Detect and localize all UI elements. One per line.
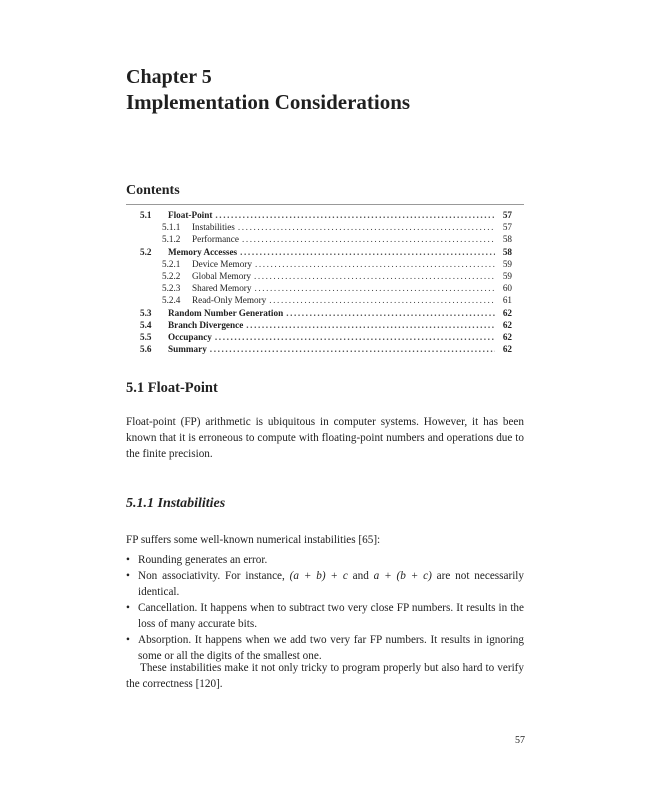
toc-entry-page: 62 <box>502 331 512 342</box>
toc-entry[interactable] <box>126 343 512 355</box>
toc-entry[interactable] <box>126 319 512 331</box>
toc-leader-dots <box>269 294 495 306</box>
toc-leader-dots <box>215 331 495 343</box>
toc-entry-page: 59 <box>502 258 512 269</box>
book-page <box>126 0 526 800</box>
subsection-heading: 5.1.1 Instabilities <box>126 496 226 511</box>
toc-entry-number: 5.1.2 <box>162 234 181 245</box>
toc-entry[interactable] <box>126 258 512 270</box>
toc-entry-number: 5.1 <box>140 210 152 220</box>
toc-entry-number: 5.1.1 <box>162 222 181 233</box>
math-expression: a + (b + c) <box>373 570 432 582</box>
toc-entry-label: Instabilities <box>192 222 235 233</box>
toc-entry-label: Memory Accesses <box>168 246 238 257</box>
toc-entry[interactable] <box>126 233 512 245</box>
toc-entry-number: 5.3 <box>140 307 152 318</box>
toc-leader-dots <box>215 209 495 221</box>
toc-entry-page: 57 <box>502 210 512 220</box>
toc-entry[interactable] <box>126 270 512 282</box>
toc-entry[interactable] <box>126 331 512 343</box>
table-of-contents <box>126 209 512 355</box>
toc-entry-number: 5.2.3 <box>162 283 181 294</box>
toc-entry-label: Float-Point <box>168 210 213 220</box>
toc-entry[interactable] <box>126 294 512 306</box>
instabilities-list <box>126 552 524 664</box>
toc-leader-dots <box>254 270 495 282</box>
toc-entry-page: 62 <box>502 344 512 355</box>
bullet-icon: • <box>126 570 130 582</box>
toc-leader-dots <box>254 282 495 294</box>
section-paragraph: Float-point (FP) arithmetic is ubiquitous in computer systems. However, it has been known that it is erroneous to compute with floating-point numbers and operations due to the finite precision. <box>126 416 524 460</box>
toc-entry-number: 5.2.4 <box>162 295 181 306</box>
toc-entry-page: 62 <box>502 319 512 330</box>
contents-heading: Contents <box>126 183 180 198</box>
bullet-icon: • <box>126 602 130 614</box>
toc-entry-label: Read-Only Memory <box>192 295 267 306</box>
subsection-intro: FP suffers some well-known numerical instabilities [65]: <box>126 534 381 546</box>
contents-divider <box>126 204 524 205</box>
toc-entry[interactable] <box>126 209 512 221</box>
toc-entry-label: Performance <box>192 234 239 245</box>
toc-leader-dots <box>240 246 495 258</box>
toc-entry-label: Global Memory <box>192 270 251 281</box>
toc-entry-page: 58 <box>502 246 512 257</box>
toc-leader-dots <box>255 258 495 270</box>
toc-entry-label: Shared Memory <box>192 283 252 294</box>
list-item-text: Cancellation. It happens when to subtract two very close FP numbers. It results in the loss of many accurate bits. <box>138 602 524 630</box>
toc-entry-number: 5.2.1 <box>162 258 181 269</box>
toc-entry-number: 5.2 <box>140 246 152 257</box>
toc-entry-page: 61 <box>502 295 512 306</box>
toc-entry-number: 5.6 <box>140 344 152 355</box>
toc-entry-label: Occupancy <box>168 331 212 342</box>
toc-entry-page: 60 <box>502 283 512 294</box>
toc-entry-label: Branch Divergence <box>168 319 244 330</box>
chapter-number: Chapter 5 <box>126 66 212 88</box>
toc-entry-number: 5.5 <box>140 331 152 342</box>
list-item-text: and <box>347 570 374 582</box>
toc-entry[interactable] <box>126 307 512 319</box>
toc-entry[interactable] <box>126 221 512 233</box>
list-item <box>126 600 524 632</box>
list-item-text: Absorption. It happens when we add two very far FP numbers. It results in ignoring some or all the digits of the smallest one. <box>138 634 524 662</box>
list-item-text: Rounding generates an error. <box>138 554 268 566</box>
toc-entry-page: 58 <box>502 234 512 245</box>
toc-entry-label: Summary <box>168 344 207 355</box>
toc-leader-dots <box>210 343 495 355</box>
list-item-text: Non associativity. For instance, <box>138 570 290 582</box>
toc-entry-page: 57 <box>502 222 512 233</box>
toc-entry-label: Random Number Generation <box>168 307 284 318</box>
toc-entry-label: Device Memory <box>192 258 252 269</box>
toc-entry-number: 5.2.2 <box>162 270 181 281</box>
section-heading: 5.1 Float-Point <box>126 380 218 396</box>
list-item-text: are not necessarily identical. <box>138 570 525 598</box>
list-item <box>126 568 524 600</box>
bullet-icon: • <box>126 634 130 646</box>
toc-leader-dots <box>286 307 495 319</box>
chapter-title: Implementation Considerations <box>126 90 411 114</box>
list-item <box>126 552 524 568</box>
toc-entry-page: 62 <box>502 307 512 318</box>
page-number: 57 <box>515 735 525 746</box>
toc-entry[interactable] <box>126 246 512 258</box>
bullet-icon: • <box>126 554 130 566</box>
toc-leader-dots <box>242 233 495 245</box>
toc-leader-dots <box>238 221 495 233</box>
toc-entry[interactable] <box>126 282 512 294</box>
toc-entry-number: 5.4 <box>140 319 152 330</box>
math-expression: (a + b) + c <box>289 570 348 582</box>
toc-entry-page: 59 <box>502 270 512 281</box>
closing-paragraph: These instabilities make it not only tricky to program properly but also hard to verify the correctness [120]. <box>126 662 524 690</box>
toc-leader-dots <box>246 319 495 331</box>
